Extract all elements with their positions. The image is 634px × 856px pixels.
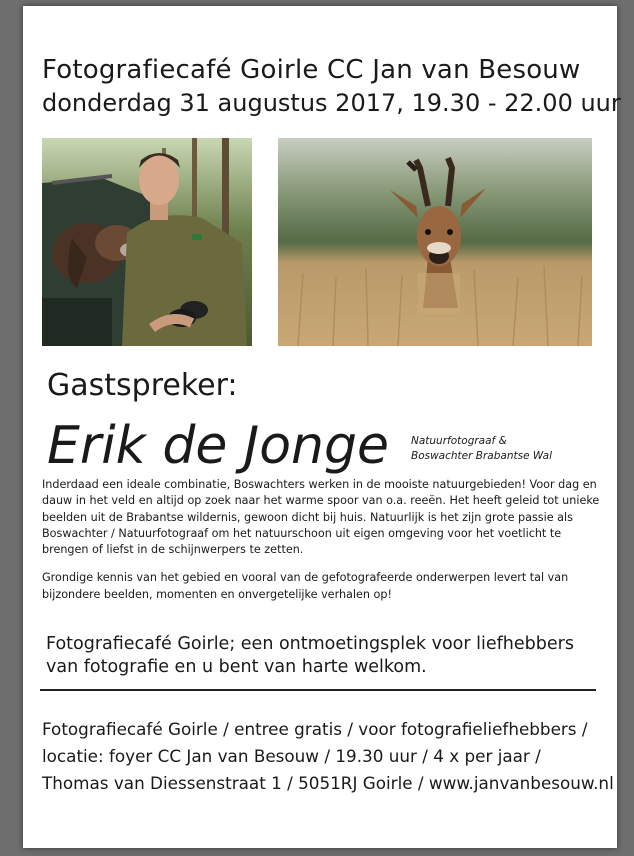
speaker-name: Erik de Jonge <box>47 416 389 476</box>
bio-paragraph: Inderdaad een ideale combinatie, Boswachters werken in de mooiste natuurgebieden! Voor dag en dauw in het veld en altijd op zoek naar het warme spoor van o.a. reeën. Het heeft geleid tot unieke beelden uit de Brabantse wildernis, gewoon dicht bij huis. Natuurlijk is het zijn grote passie als Boswachter / Natuurfotograaf om het natuurschoon uit eigen omgeving voor het voetlicht te brengen of liefst in de schijnwerpers te zetten. <box>42 478 600 557</box>
welcome-text: Fotografiecafé Goirle; een ontmoetingsplek voor liefhebbers van fotografie en u bent van harte welkom. <box>46 634 574 677</box>
deer-photo-illustration <box>278 138 592 346</box>
footer-info <box>42 716 614 797</box>
event-date: donderdag 31 augustus 2017, 19.30 - 22.00 uur <box>42 89 621 117</box>
speaker-bio <box>42 477 602 603</box>
speaker-role-line2: Boswachter Brabantse Wal <box>411 450 553 462</box>
event-title: Fotografiecafé Goirle CC Jan van Besouw <box>42 55 581 85</box>
bio-paragraph: Grondige kennis van het gebied en vooral van de gefotografeerde onderwerpen levert tal van bijzondere beelden, momenten en onvergetelijke verhalen op! <box>42 571 569 601</box>
footer-line: Fotografiecafé Goirle / entree gratis / voor fotografieliefhebbers / <box>42 719 588 739</box>
divider <box>40 689 596 691</box>
footer-line: Thomas van Diessenstraat 1 / 5051RJ Goirle / www.janvanbesouw.nl <box>42 773 614 793</box>
ranger-with-dog-photo <box>42 138 252 346</box>
footer-line: locatie: foyer CC Jan van Besouw / 19.30 uur / 4 x per jaar / <box>42 746 541 766</box>
roe-deer-in-field-photo <box>278 138 592 346</box>
speaker-label: Gastspreker: <box>47 368 238 403</box>
ranger-photo-illustration <box>42 138 252 346</box>
speaker-role-line1: Natuurfotograaf & <box>411 435 507 447</box>
flyer-page <box>23 6 621 848</box>
speaker-role <box>411 434 552 464</box>
